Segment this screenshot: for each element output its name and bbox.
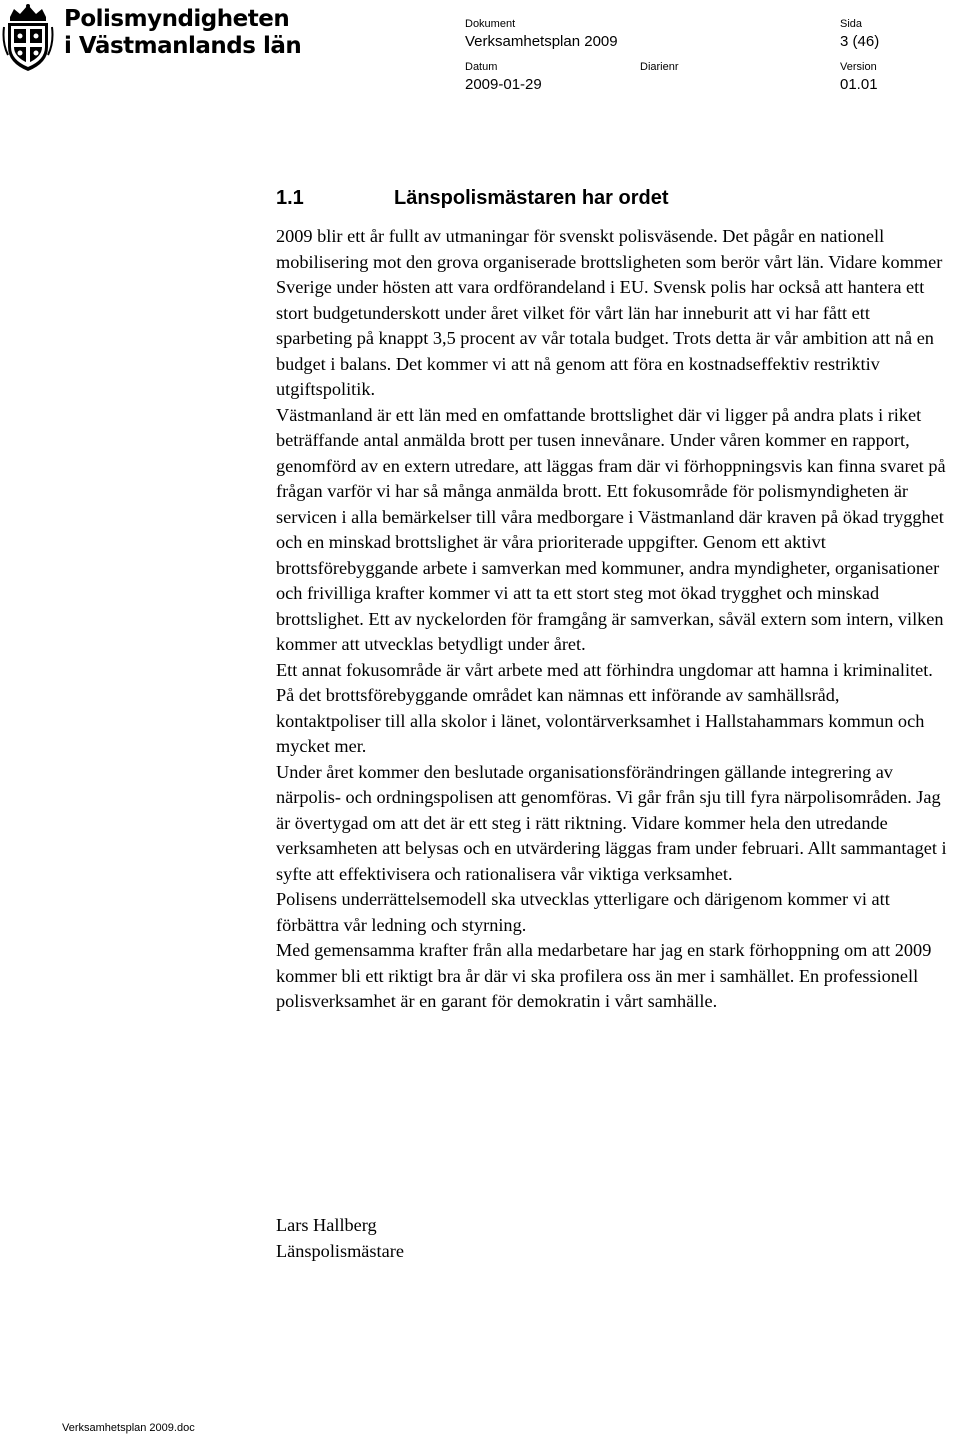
paragraph: Polisens underrättelsemodell ska utvecklas ytterligare och därigenom kommer vi att förbättra vår ledning och styrning. — [276, 889, 890, 935]
paragraph: 2009 blir ett år fullt av utmaningar för svenskt polisväsende. Det pågår en nationell mobilisering mot den grova organiserade brottsligheten som berör vårt län. Vidare kommer Sverige under hösten att vara ordförandeland i EU. Svensk polis har också att hantera ett stort budgetunderskott under året vilket för vårt län har inneburit att vi har fått ett sparbeting på knappt 3,5 procent av vår totala budget. Trots detta är vår ambition att nå en budget i balans. Det kommer vi att nå genom att föra en kostnadseffektiv restriktiv utgiftspolitik. — [276, 226, 943, 399]
dokument-value: Verksamhetsplan 2009 — [465, 33, 618, 50]
signature-title: Länspolismästare — [276, 1240, 404, 1261]
section-number: 1.1 — [276, 187, 304, 209]
organization-name-line2: i Västmanlands län — [64, 33, 302, 59]
signature-block — [276, 1213, 404, 1264]
datum-label: Datum — [465, 61, 498, 73]
paragraph: På det brottsförebyggande området kan nämnas ett införande av samhällsråd, kontaktpoliser till alla skolor i länet, volontärverksamhet i Hallstahammars kommun och mycket mer. — [276, 685, 925, 756]
organization-name — [64, 6, 301, 60]
section-title: Länspolismästaren har ordet — [394, 187, 669, 209]
sida-value: 3 (46) — [840, 33, 880, 50]
body-text — [276, 224, 948, 1015]
paragraph: Under året kommer den beslutade organisationsförändringen gällande integrering av närpolis- och ordningspolisen att genomföras. Vi går från sju till fyra närpolisområden. Jag är övertygad om att det är ett steg i rätt riktning. Vidare kommer hela den utredande verksamheten att belysas och en utvärdering läggas fram under februari. Allt sammantaget i syfte att effektivisera och rationalisera vår viktiga verksamhet. — [276, 761, 947, 884]
datum-value: 2009-01-29 — [465, 76, 542, 93]
version-value: 01.01 — [840, 76, 878, 93]
dokument-label: Dokument — [465, 18, 516, 30]
paragraph: Västmanland är ett län med en omfattande brottslighet där vi ligger på andra plats i riket beträffande antal anmälda brott per tusen innevånare. Under våren kommer en rapport, genomförd av en extern utredare, att läggas fram där vi förhoppningsvis kan finna svaret på frågan varför vi har så många anmälda brott. Ett fokusområde för polismyndigheten är servicen i alla bemärkelser till våra medborgare i Västmanland där kraven på ökad trygghet och en minskad brottslighet är våra prioriterade uppgifter. Genom ett aktivt brottsförebyggande arbete i samverkan med kommuner, andra myndigheter, organisationer och frivilliga krafter kommer vi att ta ett stort steg mot ökad trygghet och minskad brottslighet. Ett av nyckelorden för framgång är samverkan, såväl extern som intern, vilken kommer att utvecklas betydligt under året. — [276, 404, 946, 654]
police-crest-logo — [2, 3, 54, 75]
section-heading — [276, 185, 669, 211]
diarienr-label: Diarienr — [640, 61, 679, 73]
sida-label: Sida — [840, 18, 863, 30]
organization-name-line1: Polismyndigheten — [64, 6, 290, 32]
signature-name: Lars Hallberg — [276, 1215, 377, 1235]
footer-filename: Verksamhetsplan 2009.doc — [62, 1422, 195, 1434]
paragraph: Ett annat fokusområde är vårt arbete med att förhindra ungdomar att hamna i kriminalitet. — [276, 659, 933, 680]
paragraph: Med gemensamma krafter från alla medarbetare har jag en stark förhoppning om att 2009 kommer bli ett riktigt bra år där vi ska profilera oss än mer i samhället. En professionell polisverksamhet är en garant för demokratin i vårt samhälle. — [276, 940, 932, 1011]
version-label: Version — [840, 61, 877, 73]
